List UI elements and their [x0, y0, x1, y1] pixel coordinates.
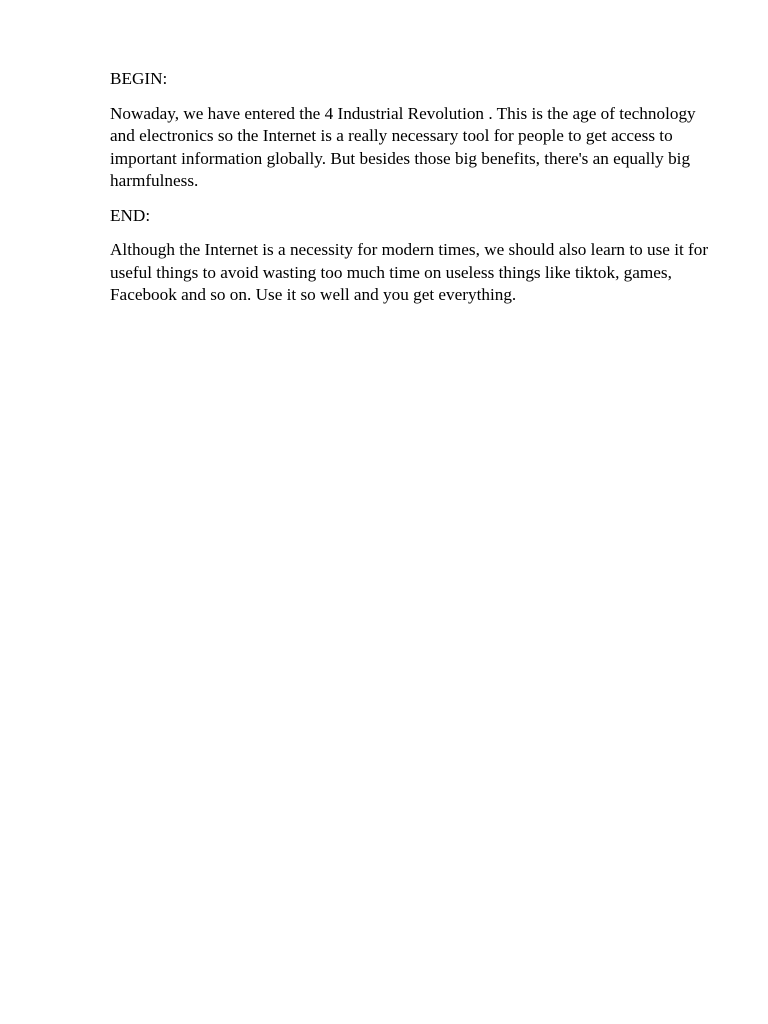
end-marker: END: — [110, 205, 151, 225]
body-paragraph-conclusion: Although the Internet is a necessity for modern times, we should also learn to use it for useful things to avoid wasting too much time on useless things like tiktok, games, Facebook and so on. Use it so well and you get everything. — [110, 240, 709, 304]
begin-marker: BEGIN: — [110, 69, 168, 88]
document-page — [110, 68, 720, 319]
body-paragraph-intro: Nowaday, we have entered the 4 Industrial Revolution . This is the age of technology and electronics so the Internet is a really necessary tool for people to get access to important information globally. But besides those big benefits, there's an equally big harmfulness. — [110, 103, 696, 190]
